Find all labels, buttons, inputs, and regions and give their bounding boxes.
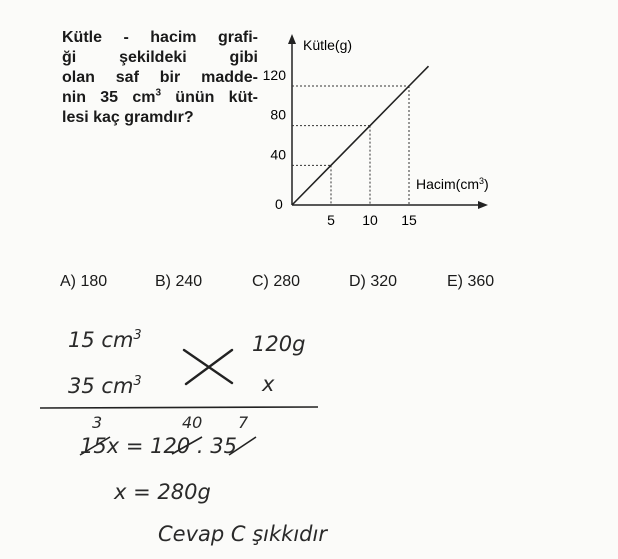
x-axis-label: $Hacim(cm^3)$ (416, 176, 489, 192)
hand-cancel-7: 7 (238, 413, 249, 432)
origin-label: 0 (275, 196, 283, 212)
choice-d: D) 320 (349, 273, 398, 290)
choice-c: C) 280 (252, 273, 301, 290)
choice-e: E) 360 (447, 273, 495, 290)
y-axis-label: Kütle(g) (303, 37, 353, 53)
y-tick-label-40: 40 (270, 146, 286, 163)
choice-b: B) 240 (155, 273, 203, 290)
question-line-3: olan saf bir madde- (62, 69, 258, 86)
x-axis-arrow (478, 201, 488, 209)
hand-volume-2: 35 $cm^3$ (68, 374, 142, 398)
hand-cancel-40: 40 (182, 413, 203, 432)
question-line-2: ği şekildeki gibi (62, 49, 258, 66)
question-line-1: Kütle - hacim grafi- (62, 29, 258, 46)
mass-volume-line (292, 66, 429, 205)
x-tick-label-15: 15 (401, 212, 417, 228)
y-axis-arrow (288, 34, 296, 44)
hand-result: x = 280g (114, 480, 211, 504)
y-tick-label-120: 120 (262, 67, 286, 83)
x-tick-label-10: 10 (362, 212, 378, 228)
hand-answer: Cevap C şıkkıdır (158, 522, 327, 546)
divider-line (40, 407, 318, 408)
choice-a: A) 180 (60, 273, 108, 290)
hand-cancel-3: 3 (92, 413, 103, 432)
y-tick-label-80: 80 (270, 106, 286, 123)
question-line-5: lesi kaç gramdır? (62, 109, 194, 126)
x-tick-label-5: 5 (327, 212, 335, 228)
hand-unknown: x (262, 372, 275, 396)
hand-volume-1: 15 $cm^3$ (68, 328, 142, 352)
hand-equation: 15x = 120 . 35 (80, 434, 237, 458)
question-line-4: nin 35 $cm^3$ ünün küt- (62, 87, 258, 106)
hand-mass-1: 120g (252, 332, 306, 356)
